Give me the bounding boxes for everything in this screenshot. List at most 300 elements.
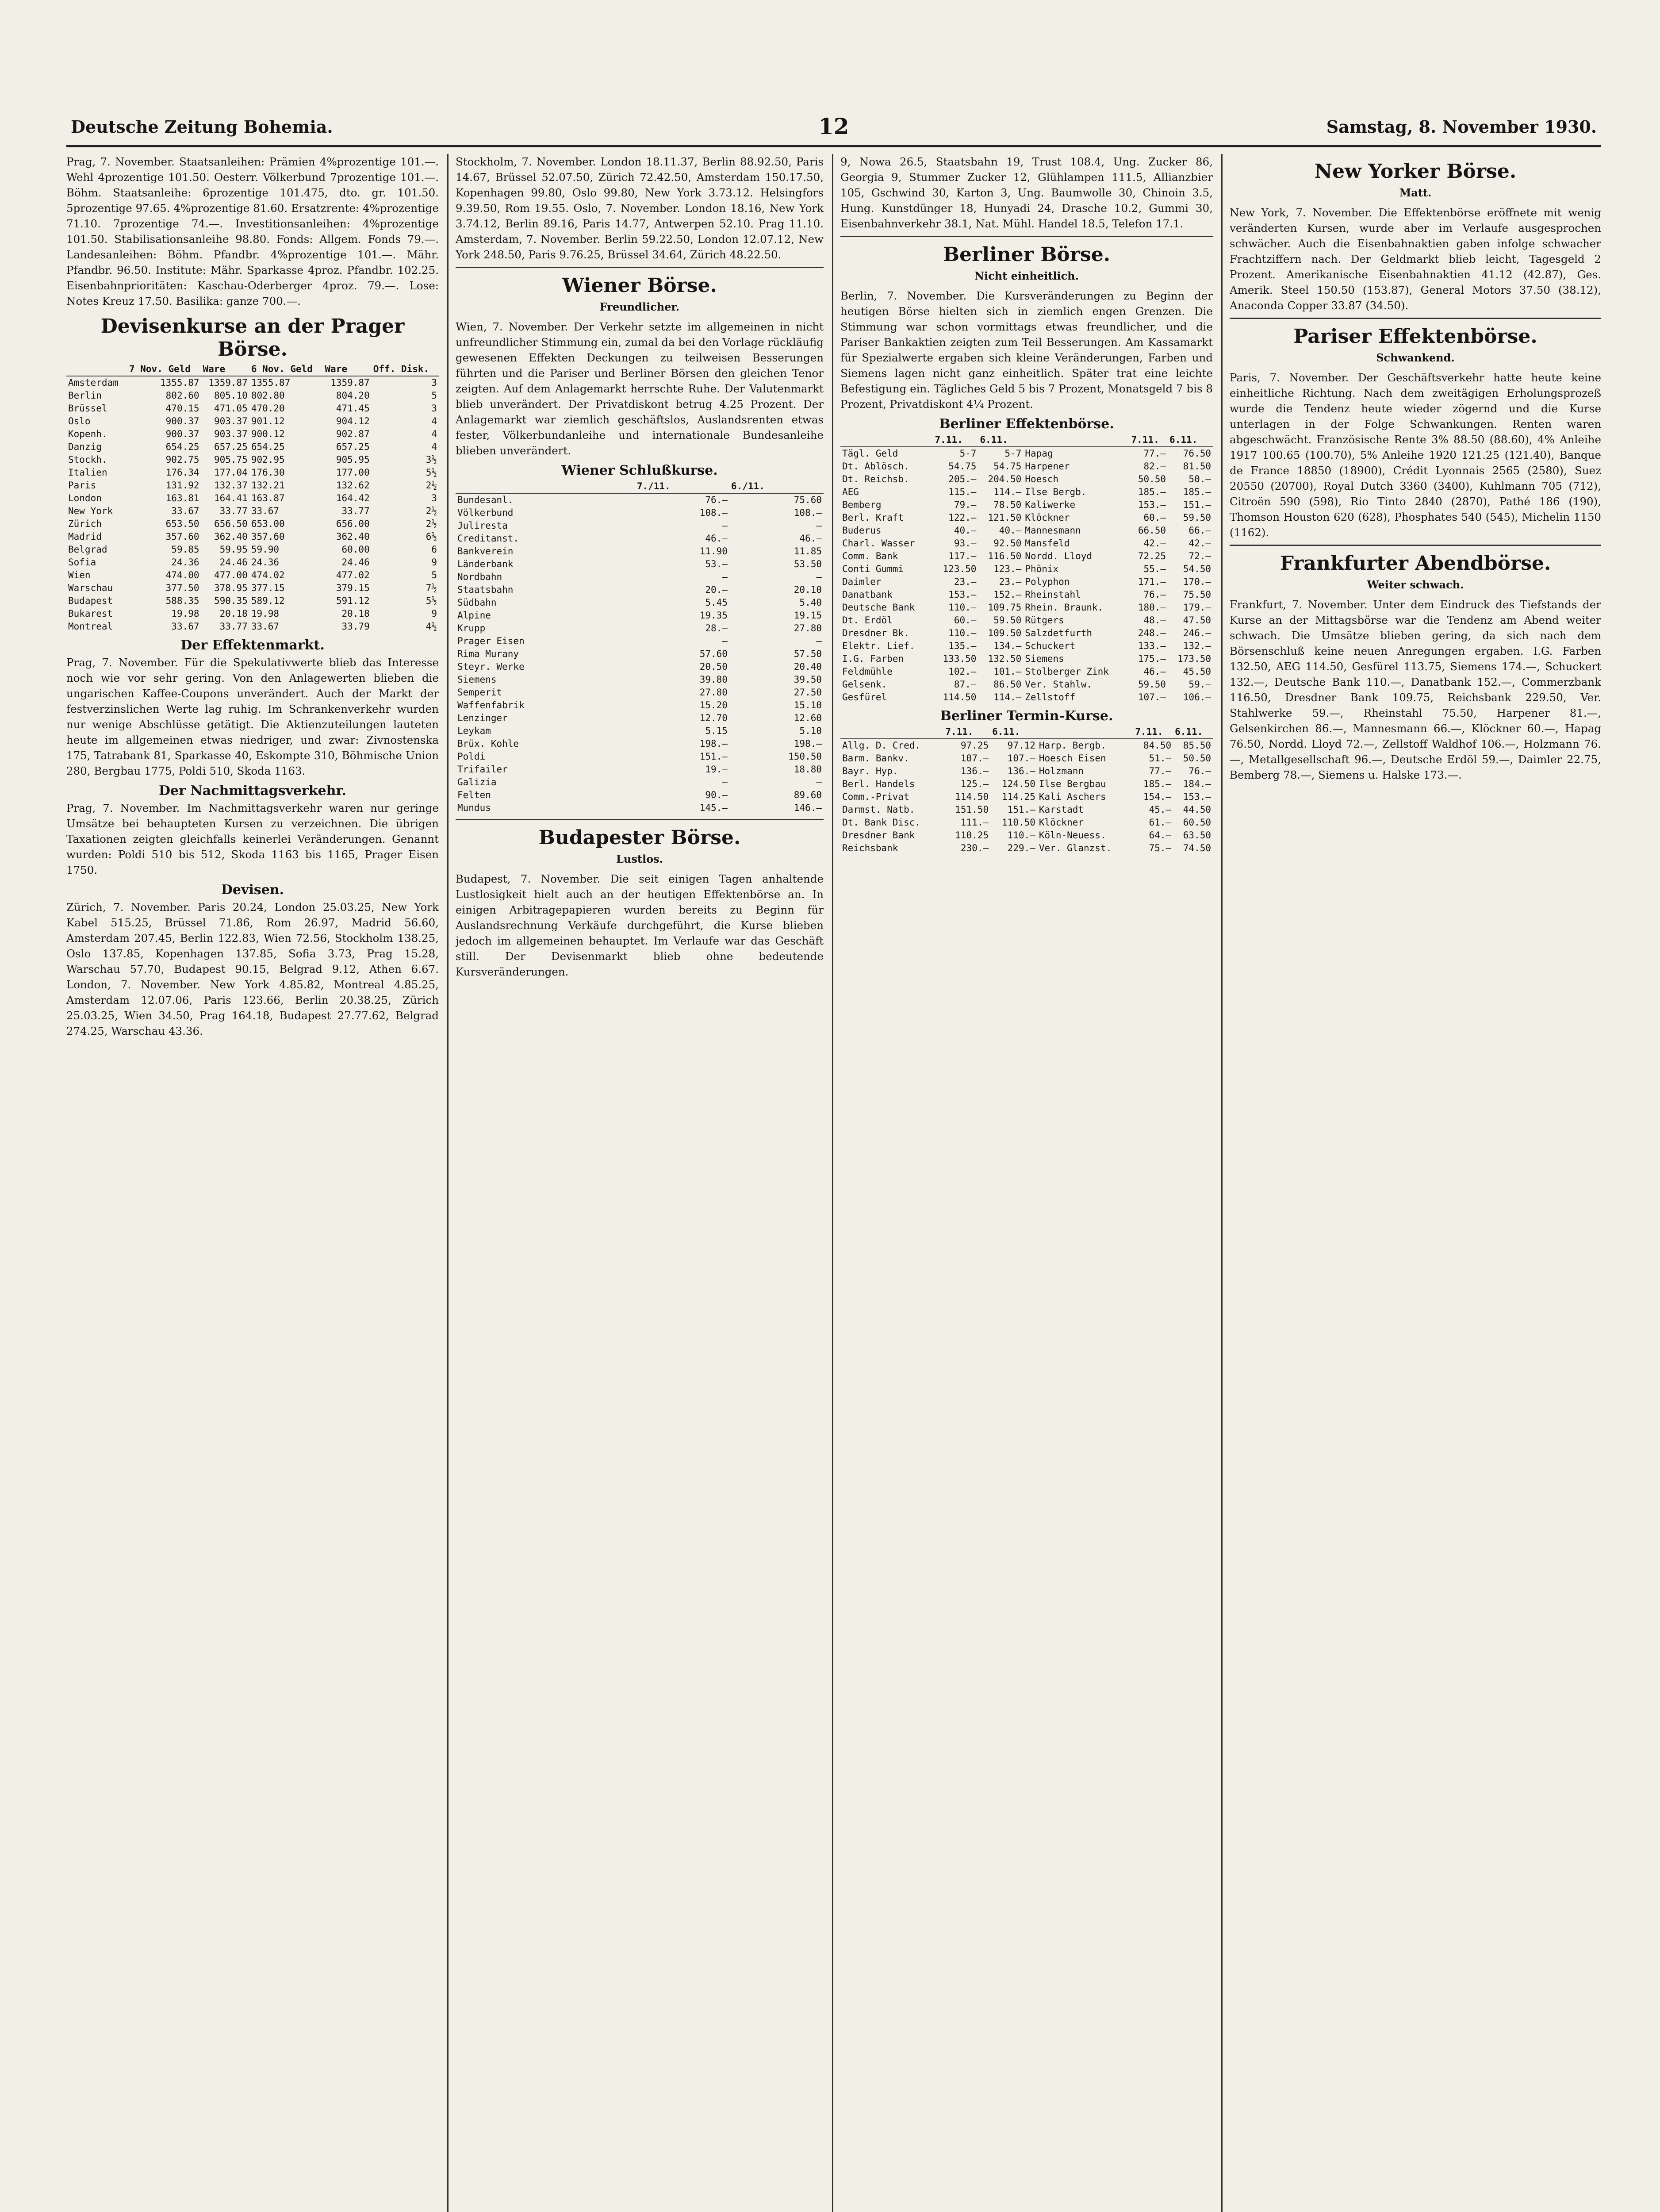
table-cell: 805.10 — [214, 390, 248, 401]
table-cell: Rhein. Braunk. — [1025, 602, 1104, 613]
table-cell: Gelsenk. — [842, 679, 887, 690]
table-cell: Völkerbund — [457, 507, 514, 518]
table-cell: 108.— — [699, 507, 728, 518]
table-cell: 122.— — [948, 512, 977, 523]
table-row — [840, 816, 1213, 829]
table-row — [840, 524, 1213, 537]
table-cell: 470.20 — [251, 403, 285, 414]
table-cell: Poldi — [457, 751, 486, 762]
table-row — [840, 511, 1213, 524]
article-text: Frankfurt, 7. November. Unter dem Eindruck des Tiefstands der Kurse an der Mittagsbörse war die Tendenz am Abend weiter schwach. Die Umsätze blieben gering, da sich nach dem Börsenschluß keine neuen Anregungen ergaben. I.G. Farben 132.50, AEG 114.50, Gesfürel 113.75, Siemens 174.—, Schuckert 132.—, Deutsche Bank 110.—, Danatbank 152.—, Commerzbank 116.50, Dresdner Bank 109.75, Reichsbank 229.50, Ver. Stahlwerke 59.—, Rheinstahl 75.50, Harpener 81.—, Gelsenkirchen 86.—, Mannesmann 66.—, Klöckner 60.—, Hapag 76.50, Nordd. Lloyd 72.—, Zellstoff Waldhof 106.—, Holzmann 76.—, Metallgesellschaft 96.—, Deutsche Erdöl 59.—, Daimler 22.75, Bemberg 78.—, Siemens u. Halske 173.—. — [1230, 598, 1601, 781]
table-cell: Stockh. — [68, 454, 107, 465]
table-cell: Gesfürel — [842, 692, 887, 703]
table-cell: 42.— — [1143, 538, 1166, 549]
table-cell: 5 — [431, 570, 437, 580]
table-cell: 61.— — [1149, 817, 1172, 828]
table-row — [456, 789, 824, 802]
table-cell: 59.— — [1188, 679, 1211, 690]
column-2 — [456, 154, 824, 2212]
table-cell: 653.00 — [251, 518, 285, 529]
table-cell: — — [816, 777, 822, 787]
table-row — [840, 653, 1213, 665]
table-cell: 114.50 — [955, 791, 989, 802]
divider — [456, 819, 824, 820]
table-body — [840, 447, 1213, 704]
column-header: 7.11. — [1130, 434, 1168, 447]
table-row — [456, 622, 824, 635]
section-heading: Devisenkurse an der Prager Börse. — [100, 315, 405, 361]
table-cell: Buderus — [842, 525, 882, 536]
section-heading: Berliner Termin-Kurse. — [940, 708, 1113, 724]
table-cell: 121.50 — [988, 512, 1022, 523]
table-row — [840, 842, 1213, 855]
column-header: 7.11. — [943, 726, 990, 739]
table-cell: 362.40 — [336, 531, 370, 542]
table-cell: Lenzinger — [457, 713, 508, 723]
table-cell: Mansfeld — [1025, 538, 1070, 549]
table-cell: 89.60 — [794, 790, 822, 800]
table-cell: 902.75 — [165, 454, 199, 465]
table-cell: 163.81 — [165, 493, 199, 503]
table-cell: 198.— — [794, 738, 822, 749]
table-cell: 114.— — [993, 487, 1022, 497]
table-cell: Madrid — [68, 531, 102, 542]
table-cell: 145.— — [699, 803, 728, 813]
table-cell: 107.— — [960, 753, 989, 764]
table-cell: Kaliwerke — [1025, 499, 1076, 510]
table-cell: 74.50 — [1183, 843, 1211, 853]
table-cell: 900.37 — [165, 429, 199, 439]
table-cell: Salzdetfurth — [1025, 628, 1093, 638]
table-cell: 905.95 — [336, 454, 370, 465]
table-cell: 905.75 — [214, 454, 248, 465]
table-cell: 4 — [431, 429, 437, 439]
table-cell: 54.50 — [1183, 564, 1211, 574]
table-cell: 19.— — [705, 764, 728, 775]
table-cell: 151.— — [699, 751, 728, 762]
section-heading: Wiener Schlußkurse. — [561, 463, 718, 478]
table-cell: 590.35 — [214, 595, 248, 606]
table-cell: 153.— — [1183, 791, 1211, 802]
table-cell: 136.— — [960, 766, 989, 776]
table-cell: 57.60 — [699, 649, 728, 659]
table-cell: AEG — [842, 487, 859, 497]
table-cell: — — [816, 636, 822, 646]
table-cell: Rima Murany — [457, 649, 519, 659]
table-cell: 82.— — [1143, 461, 1166, 472]
table-row — [456, 545, 824, 558]
table-cell: 77.— — [1143, 448, 1166, 459]
table-cell: 471.45 — [336, 403, 370, 414]
table-cell: 3 — [431, 403, 437, 414]
table-cell: 57.50 — [794, 649, 822, 659]
table-cell: Paris — [68, 480, 96, 491]
table-cell: Brüssel — [68, 403, 107, 414]
newspaper-page — [66, 111, 1601, 2212]
table-cell: 902.95 — [251, 454, 285, 465]
table-cell: Dt. Erdöl — [842, 615, 893, 626]
table-cell: 110.— — [948, 628, 977, 638]
table-cell: 133.50 — [943, 653, 977, 664]
table-row — [456, 750, 824, 763]
column-header: Ware — [201, 363, 249, 376]
table-cell: 33.77 — [341, 506, 370, 516]
table-body — [840, 739, 1213, 855]
table-cell: 92.50 — [993, 538, 1022, 549]
table-cell: 7½ — [426, 583, 437, 593]
table-row — [840, 588, 1213, 601]
table-cell: 653.50 — [165, 518, 199, 529]
table-cell: 802.60 — [165, 390, 199, 401]
table-cell: — — [722, 777, 728, 787]
table-cell: 116.50 — [988, 551, 1022, 561]
table-cell: 12.60 — [794, 713, 822, 723]
table-row — [840, 460, 1213, 473]
table-row — [840, 473, 1213, 486]
table-cell: Dt. Ablösch. — [842, 461, 909, 472]
table-row — [840, 791, 1213, 803]
table-row — [456, 519, 824, 532]
table-cell: Prager Eisen — [457, 636, 525, 646]
wiener-schlusskurse-table — [456, 480, 824, 814]
table-cell: 357.60 — [251, 531, 285, 542]
section-subheading: Nicht einheitlich. — [974, 269, 1079, 282]
table-row — [840, 563, 1213, 576]
table-cell: 377.50 — [165, 583, 199, 593]
table-cell: 153.— — [948, 589, 977, 600]
table-row — [840, 550, 1213, 563]
table-cell: 64.— — [1149, 830, 1172, 841]
berliner-termin-table — [840, 726, 1213, 855]
table-cell: 102.— — [948, 666, 977, 677]
table-cell: 101.— — [993, 666, 1022, 677]
table-cell: Hoesch — [1025, 474, 1059, 484]
table-cell: 657.25 — [214, 442, 248, 452]
table-cell: 59.50 — [1183, 512, 1211, 523]
table-cell: 470.15 — [165, 403, 199, 414]
table-cell: Harp. Bergb. — [1039, 740, 1106, 751]
table-cell: Alpine — [457, 610, 491, 621]
table-cell: Köln-Neuess. — [1039, 830, 1106, 841]
table-cell: Danzig — [68, 442, 102, 452]
table-cell: — — [722, 636, 728, 646]
table-cell: Ver. Stahlw. — [1025, 679, 1093, 690]
column-header: 6.11. — [1173, 726, 1213, 739]
section-subheading: Lustlos. — [616, 853, 663, 865]
table-cell: Budapest — [68, 595, 113, 606]
table-cell: 6 — [431, 544, 437, 555]
table-cell: 151.50 — [955, 804, 989, 815]
table-cell: 75.— — [1149, 843, 1172, 853]
article-text: New York, 7. November. Die Effektenbörse eröffnete mit wenig veränderten Kursen, wurde aber im Verlaufe ausgesprochen schwächer. Auch die Eisenbahnaktien gaben infolge schwacher Frachtziffern nach. Der Geldmarkt blieb leicht, Tagesgeld 2 Prozent. Amerikanische Eisenbahnaktien 41.12 (42.87), Ges. Amerik. Steel 150.50 (153.87), General Motors 37.50 (38.12), Anaconda Copper 33.87 (34.50). — [1230, 206, 1601, 312]
table-row — [840, 499, 1213, 511]
section-heading: Pariser Effektenbörse. — [1293, 325, 1537, 348]
table-cell: 55.— — [1143, 564, 1166, 574]
table-cell: 135.— — [948, 641, 977, 651]
table-cell: 85.50 — [1183, 740, 1211, 751]
table-row — [456, 737, 824, 750]
table-cell: Mannesmann — [1025, 525, 1081, 536]
table-cell: Juliresta — [457, 520, 508, 531]
column-header — [456, 480, 635, 493]
table-cell: 75.60 — [794, 495, 822, 505]
table-cell: Harpener — [1025, 461, 1070, 472]
table-cell: Italien — [68, 467, 107, 478]
column-4 — [1230, 154, 1601, 2212]
section-heading: Berliner Börse. — [943, 243, 1111, 266]
table-header-row — [66, 363, 439, 376]
table-cell: Daimler — [842, 576, 882, 587]
table-cell: 20.18 — [341, 608, 370, 619]
table-cell: 24.36 — [251, 557, 280, 568]
table-cell: 132.21 — [251, 480, 285, 491]
table-cell: Siemens — [1025, 653, 1064, 664]
table-row — [66, 466, 439, 479]
table-cell: 109.75 — [988, 602, 1022, 613]
table-cell: 45.50 — [1183, 666, 1211, 677]
column-header: Ware — [323, 363, 371, 376]
column-3 — [840, 154, 1213, 2212]
table-row — [456, 661, 824, 673]
table-cell: 117.— — [948, 551, 977, 561]
column-header — [840, 726, 943, 739]
table-cell: New York — [68, 506, 113, 516]
table-cell: Barm. Bankv. — [842, 753, 909, 764]
table-cell: 5.15 — [705, 726, 728, 736]
table-cell: 27.80 — [794, 623, 822, 634]
table-cell: Amsterdam — [68, 377, 119, 388]
table-cell: 86.50 — [993, 679, 1022, 690]
table-cell: 248.— — [1138, 628, 1166, 638]
table-cell: 107.— — [1138, 692, 1166, 703]
table-cell: Semperit — [457, 687, 502, 698]
table-cell: 54.75 — [948, 461, 977, 472]
table-cell: 901.12 — [251, 416, 285, 426]
table-cell: 48.— — [1143, 615, 1166, 626]
table-cell: Bundesanl. — [457, 495, 514, 505]
table-cell: Leykam — [457, 726, 491, 736]
table-cell: 5.40 — [799, 597, 822, 608]
article-text: Prag, 7. November. Im Nachmittagsverkehr waren nur geringe Umsätze bei behaupteten Kursen zu verzeichnen. Die übrigen Taxationen zeigten gleichfalls keinerlei Veränderungen. Genannt wurden: Poldi 510 bis 512, Skoda 1163 bis 1165, Prager Eisen 1750. — [66, 802, 439, 876]
table-cell: 379.15 — [336, 583, 370, 593]
section-subheading: Freundlicher. — [599, 300, 680, 313]
table-cell: 40.— — [999, 525, 1022, 536]
table-cell: Deutsche Bank — [842, 602, 915, 613]
table-row — [840, 537, 1213, 550]
table-cell: 9 — [431, 557, 437, 568]
column-header: 7.11. — [1133, 726, 1173, 739]
section-heading: Der Effektenmarkt. — [180, 637, 325, 653]
column-header: 6.11. — [990, 726, 1037, 739]
table-row — [66, 582, 439, 595]
table-row — [66, 620, 439, 633]
table-row — [840, 576, 1213, 588]
table-cell: Zürich — [68, 518, 102, 529]
table-cell: 110.25 — [955, 830, 989, 841]
table-cell: 15.10 — [794, 700, 822, 710]
table-header-row — [840, 726, 1213, 739]
table-cell: 152.— — [993, 589, 1022, 600]
table-cell: 60.— — [954, 615, 977, 626]
table-row — [456, 609, 824, 622]
table-row — [840, 665, 1213, 678]
section-heading: Berliner Effektenbörse. — [939, 416, 1114, 432]
table-cell: 900.37 — [165, 416, 199, 426]
table-cell: 2½ — [426, 480, 437, 491]
table-cell: 5-7 — [1004, 448, 1022, 459]
table-cell: 151.— — [1183, 499, 1211, 510]
table-cell: 176.30 — [251, 467, 285, 478]
table-cell: Ilse Bergbau — [1039, 779, 1106, 789]
table-row — [456, 648, 824, 661]
table-row — [840, 614, 1213, 627]
table-cell: 133.— — [1138, 641, 1166, 651]
table-cell: 804.20 — [336, 390, 370, 401]
table-cell: Karstadt — [1039, 804, 1084, 815]
table-cell: 150.50 — [788, 751, 822, 762]
table-cell: 4½ — [426, 621, 437, 632]
table-cell: 24.36 — [171, 557, 199, 568]
table-cell: 23.— — [999, 576, 1022, 587]
table-row — [840, 601, 1213, 614]
column-header: 6.11. — [978, 434, 1023, 447]
table-cell: Feldmühle — [842, 666, 893, 677]
table-cell: Berl. Kraft — [842, 512, 904, 523]
table-cell: Stolberger Zink — [1025, 666, 1109, 677]
table-cell: 60.50 — [1183, 817, 1211, 828]
table-row — [66, 415, 439, 428]
table-cell: 173.50 — [1177, 653, 1211, 664]
table-cell: Bayr. Hyp. — [842, 766, 898, 776]
table-cell: 19.15 — [794, 610, 822, 621]
column-rule — [832, 154, 833, 2212]
table-cell: 184.— — [1183, 779, 1211, 789]
table-cell: 20.18 — [219, 608, 248, 619]
table-cell: London — [68, 493, 102, 503]
table-cell: 198.— — [699, 738, 728, 749]
table-cell: 477.00 — [214, 570, 248, 580]
table-cell: 205.— — [948, 474, 977, 484]
table-row — [456, 712, 824, 725]
table-cell: 900.12 — [251, 429, 285, 439]
table-row — [456, 725, 824, 737]
table-cell: 230.— — [960, 843, 989, 853]
table-cell: 107.— — [1007, 753, 1035, 764]
table-cell: 656.50 — [214, 518, 248, 529]
table-cell: 66.50 — [1138, 525, 1166, 536]
table-row — [456, 776, 824, 789]
table-cell: Reichsbank — [842, 843, 898, 853]
table-row — [456, 673, 824, 686]
table-cell: 45.— — [1149, 804, 1172, 815]
table-cell: Zellstoff — [1025, 692, 1076, 703]
table-cell: Danatbank — [842, 589, 893, 600]
table-cell: Holzmann — [1039, 766, 1084, 776]
table-cell: 177.00 — [336, 467, 370, 478]
table-cell: 20.50 — [699, 661, 728, 672]
table-cell: 33.67 — [251, 506, 280, 516]
column-header — [66, 363, 127, 376]
table-cell: 11.85 — [794, 546, 822, 557]
table-cell: 110.— — [948, 602, 977, 613]
column-header: 6./11. — [729, 480, 824, 493]
table-row — [66, 441, 439, 453]
table-cell: 474.00 — [165, 570, 199, 580]
table-cell: Polyphon — [1025, 576, 1070, 587]
table-cell: 5.10 — [799, 726, 822, 736]
table-cell: 50.50 — [1138, 474, 1166, 484]
table-cell: Phönix — [1025, 564, 1059, 574]
table-cell: 171.— — [1138, 576, 1166, 587]
table-cell: Dresdner Bank — [842, 830, 915, 841]
table-cell: 657.25 — [336, 442, 370, 452]
table-cell: 132.50 — [988, 653, 1022, 664]
berliner-effekten-table — [840, 434, 1213, 704]
table-cell: 903.37 — [214, 429, 248, 439]
table-cell: 114.— — [993, 692, 1022, 703]
table-cell: 75.50 — [1183, 589, 1211, 600]
table-cell: 123.50 — [943, 564, 977, 574]
table-row — [66, 492, 439, 505]
table-cell: 77.— — [1149, 766, 1172, 776]
table-row — [66, 402, 439, 415]
table-cell: 54.75 — [993, 461, 1022, 472]
section-subheading: Matt. — [1399, 186, 1432, 199]
table-cell: 114.50 — [943, 692, 977, 703]
table-cell: Berl. Handels — [842, 779, 915, 789]
table-cell: 46.— — [799, 533, 822, 544]
article-text: 9, Nowa 26.5, Staatsbahn 19, Trust 108.4, Ung. Zucker 86, Georgia 9, Stummer Zucker 12, Glühlampen 111.5, Allianzbier 105, Gschwind 30, Karton 3, Ung. Baumwolle 30, Chinoin 3.5, Hung. Kunstdünger 18, Hunyadi 24, Drasche 10.2, Gummi 30, Eisenbahnverkehr 38.1, Nat. Mühl. Handel 18.5, Telefon 17.1. — [840, 155, 1213, 230]
table-cell: Dt. Reichsb. — [842, 474, 909, 484]
table-header-row — [840, 434, 1213, 447]
table-cell: Kali Aschers — [1039, 791, 1106, 802]
section-heading: Der Nachmittagsverkehr. — [159, 783, 346, 799]
table-row — [456, 532, 824, 545]
column-rule — [1221, 154, 1223, 2212]
table-cell: 1359.87 — [208, 377, 248, 388]
table-cell: 164.41 — [214, 493, 248, 503]
table-cell: 175.— — [1138, 653, 1166, 664]
column-header: 6.11. — [1168, 434, 1213, 447]
table-row — [840, 627, 1213, 640]
table-cell: 124.50 — [1002, 779, 1035, 789]
table-cell: Comm.-Privat — [842, 791, 909, 802]
table-row — [456, 686, 824, 699]
table-cell: 1355.87 — [251, 377, 291, 388]
table-cell: 59.90 — [251, 544, 280, 555]
table-cell: Staatsbahn — [457, 584, 514, 595]
table-cell: 39.80 — [699, 674, 728, 685]
table-row — [66, 569, 439, 582]
table-cell: — — [816, 572, 822, 582]
table-row — [66, 518, 439, 530]
table-cell: Rütgers — [1025, 615, 1064, 626]
table-cell: 132.37 — [214, 480, 248, 491]
table-cell: 377.15 — [251, 583, 285, 593]
table-row — [456, 635, 824, 648]
table-row — [456, 584, 824, 596]
table-cell: Ilse Bergb. — [1025, 487, 1087, 497]
table-cell: 902.87 — [336, 429, 370, 439]
table-cell: 20.— — [705, 584, 728, 595]
table-cell: 33.67 — [251, 621, 280, 632]
table-cell: 474.02 — [251, 570, 285, 580]
table-cell: 42.— — [1188, 538, 1211, 549]
table-row — [66, 479, 439, 492]
table-body — [456, 493, 824, 814]
table-cell: 153.— — [1138, 499, 1166, 510]
table-row — [840, 765, 1213, 778]
